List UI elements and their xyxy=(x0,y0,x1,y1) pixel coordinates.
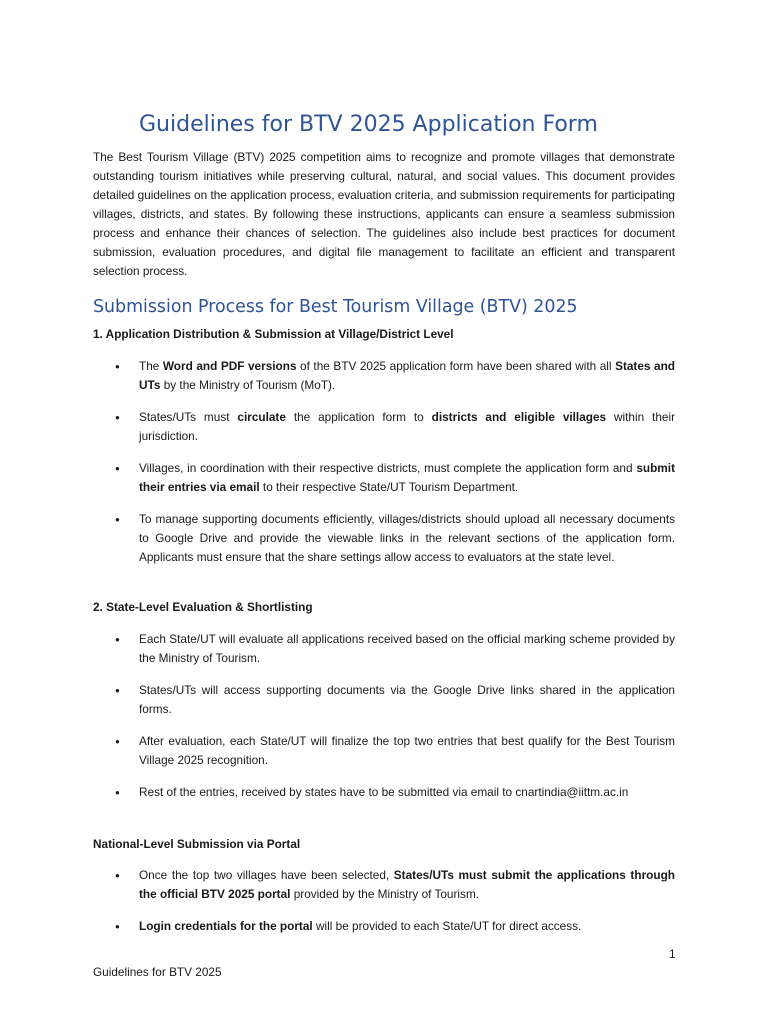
list-item: ● States/UTs must circulate the application form to districts and eligible villages within their jurisdiction. xyxy=(93,408,675,446)
intro-paragraph: The Best Tourism Village (BTV) 2025 competition aims to recognize and promote villages that demonstrate outstanding tourism initiatives while preserving cultural, natural, and social values. This document provides detailed guidelines on the application process, evaluation criteria, and submission requirements for participating villages, districts, and states. By following these instructions, applicants can ensure a seamless submission process and enhance their chances of selection. The guidelines also include best practices for document submission, evaluation procedures, and digital file management to facilitate an efficient and transparent selection process. xyxy=(93,150,675,278)
list-item: ● The Word and PDF versions of the BTV 2025 application form have been shared with all States and UTs by the Ministry of Tourism (MoT). xyxy=(93,357,675,395)
page-footer: Guidelines for BTV 2025 xyxy=(93,965,222,979)
list-item: ● Villages, in coordination with their respective districts, must complete the application form and submit their entries via email to their respective State/UT Tourism Department. xyxy=(93,459,675,497)
subsection-heading-1: 1. Application Distribution & Submission at Village/District Level xyxy=(93,327,454,341)
list-item: ● Login credentials for the portal will be provided to each State/UT for direct access. xyxy=(93,917,675,936)
subsection-2-list xyxy=(93,630,675,815)
list-item: ● After evaluation, each State/UT will finalize the top two entries that best qualify for the Best Tourism Village 2025 recognition. xyxy=(93,732,675,770)
list-item: ● Rest of the entries, received by states have to be submitted via email to cnartindia@iittm.ac.in xyxy=(93,783,675,802)
subsection-heading-3: National-Level Submission via Portal xyxy=(93,837,301,851)
subsection-3-list xyxy=(93,866,675,949)
list-item: ● To manage supporting documents efficiently, villages/districts should upload all necessary documents to Google Drive and provide the viewable links in the relevant sections of the application form. Applicants must ensure that the share settings allow access to evaluators at the state level. xyxy=(93,510,675,567)
list-item: ● Once the top two villages have been selected, States/UTs must submit the applications through the official BTV 2025 portal provided by the Ministry of Tourism. xyxy=(93,866,675,904)
page-number: 1 xyxy=(669,947,676,961)
subsection-heading-2: 2. State-Level Evaluation & Shortlisting xyxy=(93,600,313,614)
page-title: Guidelines for BTV 2025 Application Form xyxy=(139,112,598,137)
subsection-1-list xyxy=(93,357,675,580)
section-title: Submission Process for Best Tourism Village (BTV) 2025 xyxy=(93,297,578,317)
list-item: ● Each State/UT will evaluate all applications received based on the official marking scheme provided by the Ministry of Tourism. xyxy=(93,630,675,668)
list-item: ● States/UTs will access supporting documents via the Google Drive links shared in the application forms. xyxy=(93,681,675,719)
